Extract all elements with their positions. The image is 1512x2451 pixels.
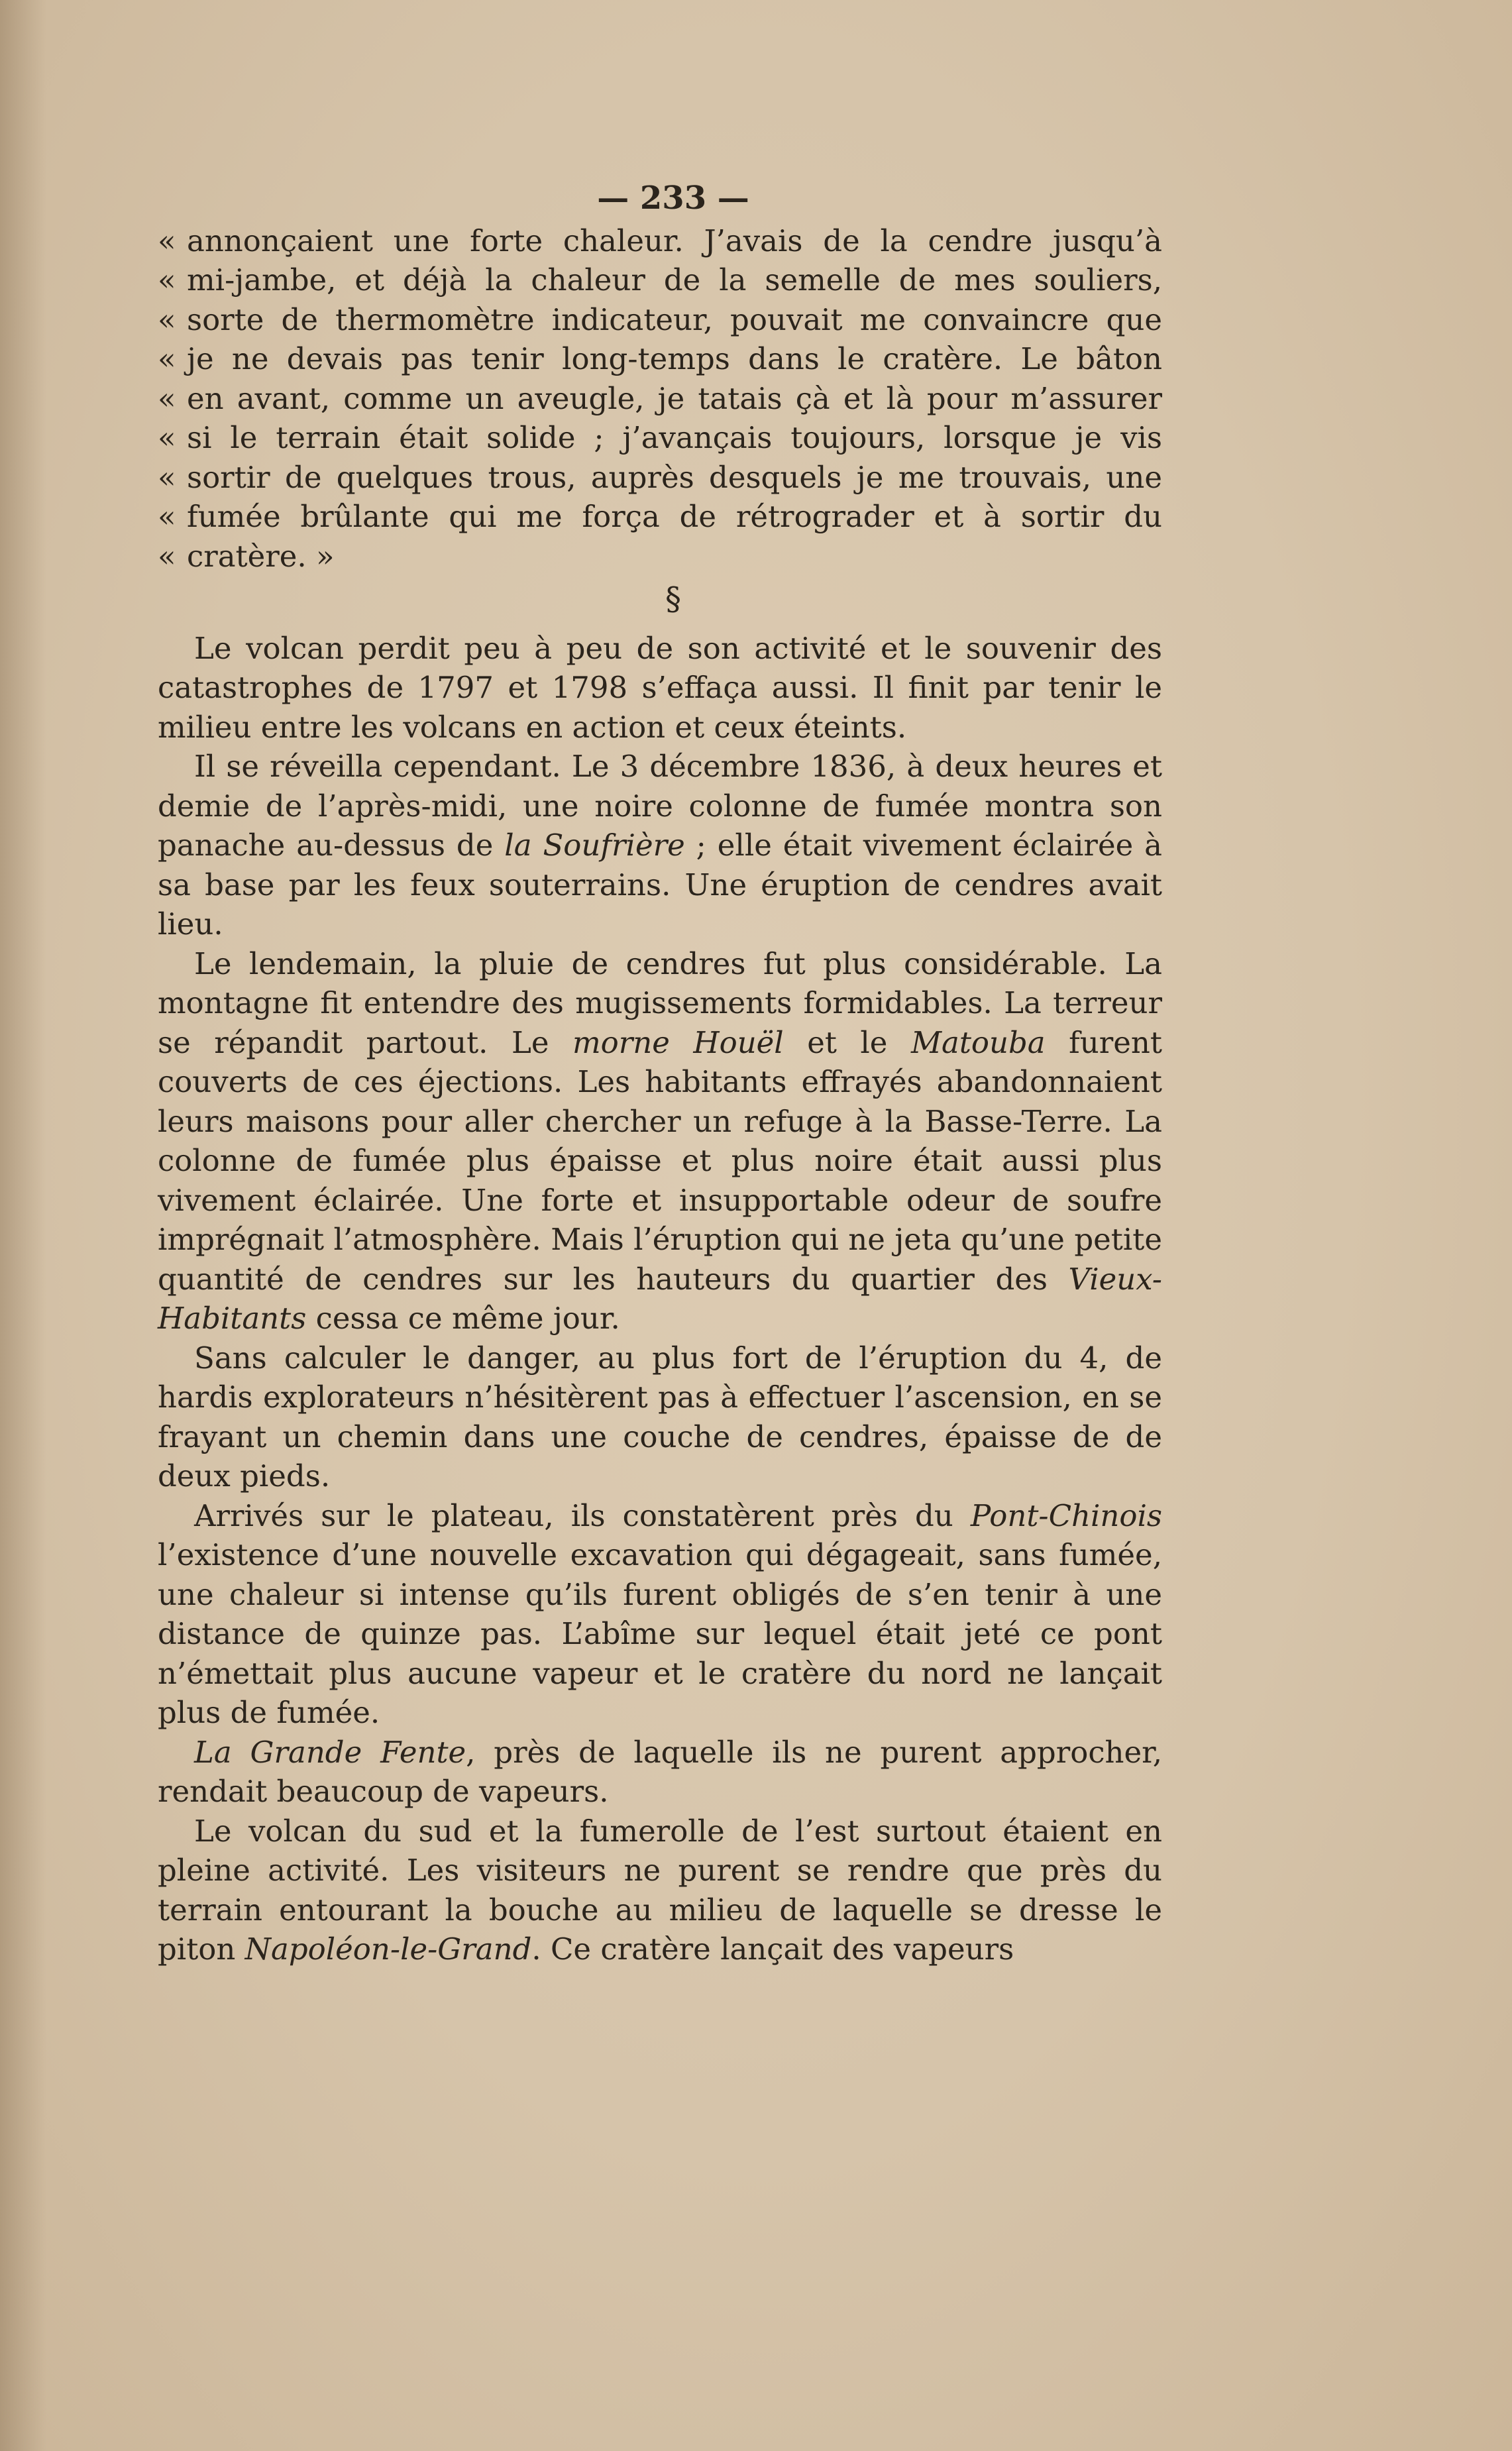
italic-place-name: Matouba	[910, 1024, 1046, 1060]
quote-mark: «	[158, 301, 176, 337]
quoted-passage	[158, 221, 1162, 576]
paragraph-text: Le volcan du sud et la fumerolle de l’est surtout étaient en pleine activité. Les visiteurs ne purent se rendre que près du terrain entourant la bouche au milieu de laquelle se dresse le piton	[158, 1813, 1162, 1967]
quote-line-text: je ne devais pas tenir long-temps dans le cratère. Le bâton	[187, 341, 1162, 376]
quote-mark: «	[158, 538, 176, 574]
italic-place-name: Napoléon-le-Grand	[244, 1932, 532, 1967]
quote-line-text: annonçaient une forte chaleur. J’avais de la cendre jusqu’à	[187, 223, 1162, 258]
quote-line-text: sortir de quelques trous, auprès desquels je me trouvais, une	[187, 459, 1162, 495]
section-symbol: §	[665, 580, 681, 618]
paragraph-text: Il se réveilla cependant. Le 3 décembre 1836, à deux heures et demie de l’après-midi, une noire colonne de fumée montra son panache au-dessus de	[158, 749, 1162, 863]
paragraph	[158, 1812, 1162, 1969]
paragraph-text: , près de laquelle ils ne purent approcher, rendait beaucoup de vapeurs.	[158, 1734, 1163, 1809]
quote-line	[158, 537, 1162, 576]
quote-mark: «	[158, 499, 176, 534]
quote-line	[158, 221, 1162, 261]
italic-place-name: Vieux-Habitants	[158, 1261, 1162, 1336]
quote-mark: «	[158, 380, 176, 416]
paragraph	[158, 629, 1162, 747]
quote-mark: «	[158, 420, 176, 455]
paragraph	[158, 944, 1162, 1338]
paragraph-text: ; elle était vivement éclairée à sa base par les feux souterrains. Une éruption de cendres avait lieu.	[158, 828, 1162, 942]
paragraph-text: Le lendemain, la pluie de cendres fut plus considérable. La montagne fit entendre des mugissements formidables. La terreur se répandit partout. Le	[158, 946, 1162, 1060]
body-paragraphs	[158, 629, 1162, 1969]
quote-line-text: cratère. »	[187, 538, 335, 574]
quote-mark: «	[158, 223, 176, 258]
quote-line	[158, 379, 1162, 419]
paragraph-text: furent couverts de ces éjections. Les habitants effrayés abandonnaient leurs maisons pour aller chercher un refuge à la Basse-Terre. La colonne de fumée plus épaisse et plus noire était aussi plus vivement éclairée. Une forte et insupportable odeur de soufre imprégnait l’atmosphère. Mais l’éruption qui ne jeta qu’une petite quantité de cendres sur les hauteurs du quartier des	[158, 1024, 1162, 1297]
quote-line-text: sorte de thermomètre indicateur, pouvait me convaincre que	[187, 301, 1162, 337]
italic-place-name: La Grande Fente	[194, 1734, 466, 1770]
paragraph-text: Le volcan perdit peu à peu de son activité et le souvenir des catastrophes de 1797 et 1798 s’effaça aussi. Il finit par tenir le milieu entre les volcans en action et ceux éteints.	[158, 630, 1162, 745]
paragraph-text: Sans calculer le danger, au plus fort de l’éruption du 4, de hardis explorateurs n’hésitèrent pas à effectuer l’ascension, en se frayant un chemin dans une couche de cendres, épaisse de de deux pieds.	[158, 1340, 1162, 1494]
paragraph	[158, 1338, 1162, 1496]
paragraph	[158, 1733, 1162, 1812]
paragraph-text: . Ce cratère lançait des vapeurs	[531, 1932, 1014, 1967]
quote-mark: «	[158, 341, 176, 376]
page-number: — 233 —	[597, 180, 749, 217]
quote-line	[158, 418, 1162, 458]
quote-line-text: en avant, comme un aveugle, je tatais çà et là pour m’assurer	[187, 380, 1162, 416]
paragraph-text: l’existence d’une nouvelle excavation qui dégageait, sans fumée, une chaleur si intense qu’ils furent obligés de s’en tenir à une distance de quinze pas. L’abîme sur lequel était jeté ce pont n’émettait plus aucune vapeur et le cratère du nord ne lançait plus de fumée.	[158, 1537, 1162, 1730]
paragraph-text: et le	[783, 1024, 911, 1060]
italic-place-name: la Soufrière	[504, 828, 685, 863]
paragraph	[158, 1496, 1162, 1733]
page-spine-shadow	[0, 0, 46, 2451]
quote-mark: «	[158, 459, 176, 495]
quote-line-text: si le terrain était solide ; j’avançais toujours, lorsque je vis	[187, 420, 1162, 455]
quote-line	[158, 497, 1162, 537]
paragraph-text: cessa ce même jour.	[306, 1301, 620, 1336]
quote-line	[158, 300, 1162, 340]
quote-line-text: fumée brûlante qui me força de rétrograder et à sortir du	[187, 499, 1162, 534]
italic-place-name: morne Houël	[572, 1024, 784, 1060]
quote-mark: «	[158, 262, 176, 298]
paragraph	[158, 747, 1162, 944]
quote-line	[158, 339, 1162, 379]
quote-line	[158, 260, 1162, 300]
quote-line-text: mi-jambe, et déjà la chaleur de la semelle de mes souliers,	[187, 262, 1162, 298]
italic-place-name: Pont-Chinois	[970, 1498, 1162, 1533]
quote-line	[158, 458, 1162, 498]
paragraph-text: Arrivés sur le plateau, ils constatèrent près du	[194, 1498, 971, 1533]
page-text-block	[158, 179, 1162, 1969]
